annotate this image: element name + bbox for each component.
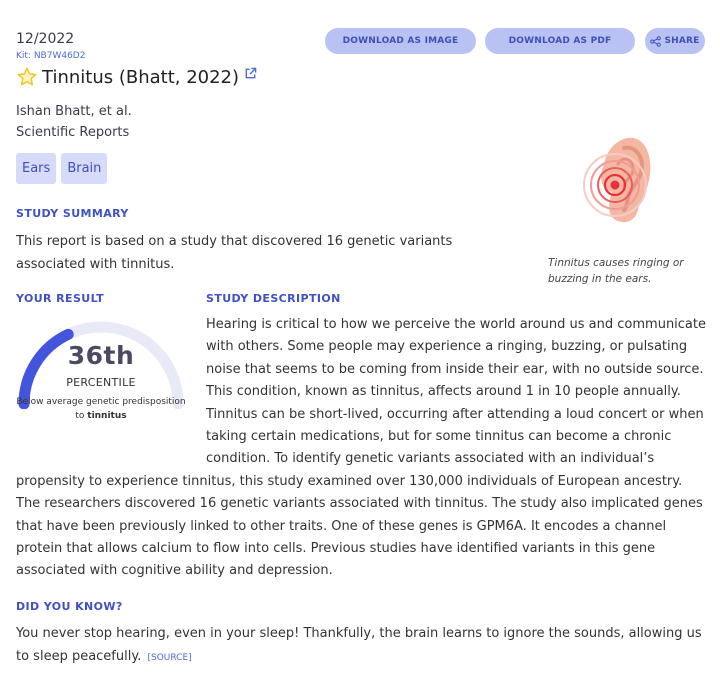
- study-description: [16, 314, 706, 583]
- did-you-know-text: [16, 622, 706, 670]
- study-summary-text: This report is based on a study that discovered 16 genetic variants associated with tinnitus.: [16, 234, 453, 272]
- download-pdf-button[interactable]: DOWNLOAD AS PDF: [485, 28, 635, 54]
- tag-brain[interactable]: Brain: [61, 153, 107, 184]
- your-result-heading: YOUR RESULT: [16, 292, 105, 305]
- share-button[interactable]: [645, 28, 705, 54]
- external-link-icon[interactable]: [244, 67, 257, 80]
- share-icon: [650, 36, 661, 47]
- authors: Ishan Bhatt, et al.: [16, 104, 132, 119]
- ear-icon: [578, 134, 652, 224]
- illustration-caption: Tinnitus causes ringing or buzzing in the ears.: [548, 257, 684, 285]
- source-link[interactable]: [SOURCE]: [147, 653, 192, 663]
- percentile-value: 36th: [67, 341, 135, 370]
- star-icon[interactable]: [16, 66, 38, 88]
- share-label: SHARE: [664, 36, 700, 46]
- percentile-note-text: Below average genetic predisposition to: [16, 397, 186, 421]
- percentile-note-trait: tinnitus: [87, 411, 127, 421]
- did-you-know-heading: DID YOU KNOW?: [16, 600, 123, 613]
- journal: Scientific Reports: [16, 125, 130, 140]
- tag-ears[interactable]: Ears: [16, 153, 56, 184]
- percentile-label: PERCENTILE: [66, 376, 136, 389]
- title-row: [16, 65, 257, 89]
- tag-list: [16, 153, 107, 184]
- study-summary-heading: STUDY SUMMARY: [16, 207, 129, 220]
- did-you-know-body: You never stop hearing, even in your sleep! Thankfully, the brain learns to ignore the sounds, allowing us to sleep peacefully.: [16, 626, 702, 664]
- study-description-text: Hearing is critical to how we perceive the world around us and communicate with others. Some people may experience a ringing, buzzing, or pulsating noise that seems to be coming from inside their ear, with no outside source. This condition, known as tinnitus, affects around 1 in 10 people annually. Tinnitus can be short-lived, occurring after attending a loud concert or when taking certain medications, but for some tinnitus can become a chronic condition. To identify genetic variants associated with an individual’s propensity to experience tinnitus, this study examined over 130,000 individuals of European ancestry. The researchers discovered 16 genetic variants associated with tinnitus. The study also implicated genes that have been previously linked to other traits. One of these genes is GPM6A. It encodes a channel protein that allows calcium to flow into cells. Previous studies have identified variants in this gene associated with cognitive ability and depression.: [16, 317, 706, 579]
- report-date: 12/2022: [16, 31, 75, 47]
- kit-id: Kit: NB7W46D2: [16, 51, 86, 61]
- report-title: Tinnitus (Bhatt, 2022): [42, 66, 240, 88]
- download-image-button[interactable]: DOWNLOAD AS IMAGE: [325, 28, 476, 54]
- study-description-heading: STUDY DESCRIPTION: [206, 292, 341, 305]
